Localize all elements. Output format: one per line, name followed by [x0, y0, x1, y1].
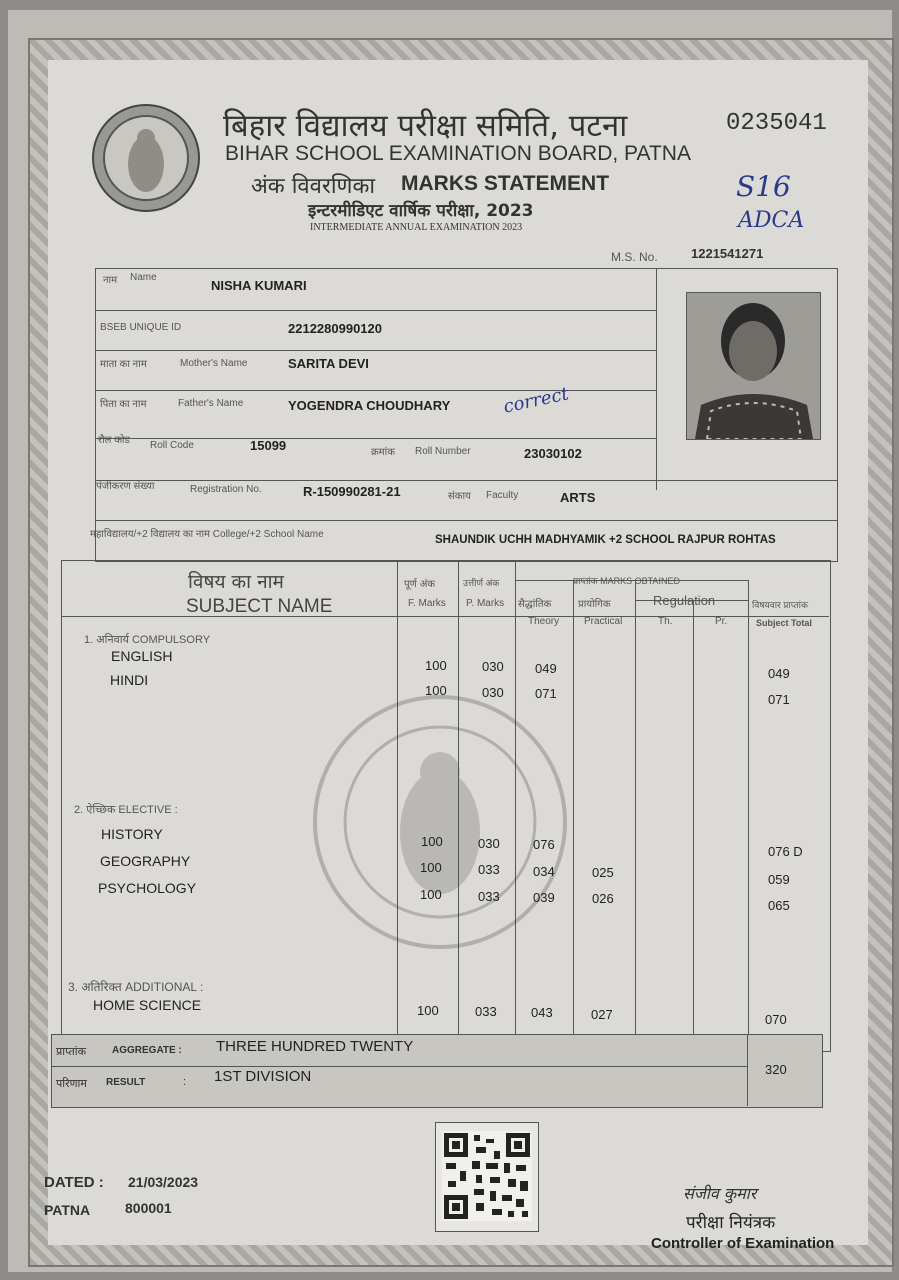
practical-marks: 025 — [592, 865, 614, 880]
full-marks: 100 — [425, 683, 447, 698]
practical-header-hindi: प्रायोगिक — [578, 599, 611, 610]
practical-marks: 027 — [591, 1007, 613, 1022]
regulation-th-header: Th. — [658, 616, 673, 627]
section-elective: 2. ऐच्छिक ELECTIVE : — [74, 804, 178, 816]
ms-no-label: M.S. No. — [611, 250, 658, 264]
board-title-english: BIHAR SCHOOL EXAMINATION BOARD, PATNA — [225, 142, 691, 165]
father-name: YOGENDRA CHOUDHARY — [288, 398, 451, 413]
subject-header: SUBJECT NAME — [186, 596, 333, 617]
student-name: NISHA KUMARI — [211, 278, 307, 293]
board-title-hindi: बिहार विद्यालय परीक्षा समिति, पटना — [223, 108, 628, 144]
theory-marks: 049 — [535, 661, 557, 676]
subject-name: GEOGRAPHY — [100, 853, 191, 869]
full-marks: 100 — [421, 834, 443, 849]
section-additional: 3. अतिरिक्त ADDITIONAL : — [68, 980, 204, 994]
full-marks: 100 — [417, 1003, 439, 1018]
subject-name: ENGLISH — [111, 648, 173, 664]
controller-title: Controller of Examination — [651, 1235, 835, 1252]
father-label: Father's Name — [178, 398, 244, 409]
paper-sheet — [8, 10, 892, 1272]
roll-code-value: 15099 — [250, 438, 287, 453]
faculty-value: ARTS — [560, 490, 596, 505]
faculty-label-hindi: संकाय — [448, 491, 471, 502]
marks-statement — [44, 60, 868, 1252]
result-label: RESULT — [106, 1077, 146, 1088]
board-seal-icon — [90, 102, 202, 214]
controller-title-hindi: परीक्षा नियंत्रक — [686, 1213, 776, 1233]
pass-marks: 030 — [478, 836, 500, 851]
serial-number: 0235041 — [726, 110, 827, 137]
roll-no-value: 23030102 — [524, 446, 582, 461]
reg-label-hindi: पंजीकरण संख्या — [96, 481, 155, 492]
pass-marks: 030 — [482, 685, 504, 700]
full-marks-header: F. Marks — [408, 598, 446, 609]
dated-label: DATED : — [44, 1174, 104, 1191]
pass-marks-header-hindi: उत्तीर्ण अंक — [463, 578, 500, 588]
full-marks-header-hindi: पूर्ण अंक — [404, 579, 436, 590]
mother-name: SARITA DEVI — [288, 356, 369, 371]
subject-header-hindi: विषय का नाम — [188, 571, 284, 593]
name-label-hindi: नाम — [103, 275, 118, 286]
theory-marks: 039 — [533, 890, 555, 905]
mother-label: Mother's Name — [180, 358, 248, 369]
father-label-hindi: पिता का नाम — [100, 399, 147, 410]
watermark-seal-icon — [310, 692, 570, 952]
handwritten-note: ADCA — [738, 208, 805, 233]
theory-header-hindi: सैद्धांतिक — [518, 599, 552, 610]
uid-label: BSEB UNIQUE ID — [100, 322, 182, 333]
name-label: Name — [130, 272, 157, 283]
result-value: 1ST DIVISION — [214, 1068, 312, 1085]
reg-no-value: R-150990281-21 — [303, 484, 401, 499]
reg-label: Registration No. — [190, 484, 262, 495]
subject-total: 065 — [768, 898, 790, 913]
qr-code-icon — [442, 1131, 532, 1221]
pass-marks: 033 — [478, 862, 500, 877]
student-photo — [686, 292, 821, 440]
issue-pin: 800001 — [125, 1200, 172, 1216]
practical-header: Practical — [584, 616, 623, 627]
full-marks: 100 — [420, 860, 442, 875]
theory-header: Theory — [528, 616, 560, 627]
subject-total: 070 — [765, 1012, 787, 1027]
regulation-pr-header: Pr. — [715, 616, 728, 627]
exam-title-hindi: इन्टरमीडिएट वार्षिक परीक्षा, 2023 — [308, 201, 534, 221]
pass-marks: 030 — [482, 659, 504, 674]
pass-marks-header: P. Marks — [466, 598, 505, 609]
subject-total-header: Subject Total — [756, 618, 812, 628]
uid-value: 2212280990120 — [288, 321, 382, 336]
subject-total: 059 — [768, 872, 790, 887]
theory-marks: 076 — [533, 837, 555, 852]
handwritten-note: S16 — [736, 170, 791, 203]
ms-no-value: 1221541271 — [691, 246, 764, 261]
theory-marks: 043 — [531, 1005, 553, 1020]
aggregate-words: THREE HUNDRED TWENTY — [216, 1038, 414, 1055]
regulation-header: Regulation — [653, 593, 716, 608]
full-marks: 100 — [420, 887, 442, 902]
subject-total: 071 — [768, 692, 790, 707]
college-label: महाविद्यालय/+2 विद्यालय का नाम College/+2 School Name — [90, 529, 324, 540]
result-colon: : — [183, 1076, 187, 1088]
theory-marks: 071 — [535, 686, 557, 701]
roll-code-label-hindi: रौल कोड — [98, 435, 130, 446]
student-photo-portrait — [687, 293, 820, 439]
theory-marks: 034 — [533, 864, 555, 879]
marks-obtained-header: प्राप्तांक MARKS OBTAINED — [573, 576, 680, 586]
mother-label-hindi: माता का नाम — [100, 359, 147, 370]
issue-place: PATNA — [44, 1202, 91, 1218]
correct-note: correct — [501, 383, 571, 418]
faculty-label: Faculty — [486, 490, 519, 501]
pass-marks: 033 — [475, 1004, 497, 1019]
subject-total: 076 D — [768, 844, 803, 859]
subject-name: HINDI — [110, 672, 149, 688]
qr-code — [435, 1122, 539, 1232]
aggregate-label-hindi: प्राप्तांक — [56, 1046, 87, 1058]
exam-title-english: INTERMEDIATE ANNUAL EXAMINATION 2023 — [310, 222, 523, 233]
issue-date: 21/03/2023 — [128, 1174, 199, 1190]
aggregate-total: 320 — [765, 1062, 787, 1077]
subject-total: 049 — [768, 666, 790, 681]
practical-marks: 026 — [592, 891, 614, 906]
section-compulsory: 1. अनिवार्य COMPULSORY — [84, 634, 211, 646]
college-name: SHAUNDIK UCHH MADHYAMIK +2 SCHOOL RAJPUR ROHTAS — [435, 534, 776, 546]
roll-no-label: Roll Number — [415, 446, 471, 457]
subject-total-header-hindi: विषयवार प्राप्तांक — [752, 600, 808, 610]
controller-signature: संजीव कुमार — [683, 1184, 757, 1203]
roll-no-label-hindi: क्रमांक — [371, 447, 395, 458]
roll-code-label: Roll Code — [150, 440, 194, 451]
full-marks: 100 — [425, 658, 447, 673]
statement-title-hindi: अंक विवरणिका — [251, 174, 376, 199]
subject-name: HOME SCIENCE — [93, 997, 202, 1013]
aggregate-label: AGGREGATE : — [112, 1045, 182, 1056]
pass-marks: 033 — [478, 889, 500, 904]
subject-name: PSYCHOLOGY — [98, 880, 197, 896]
result-label-hindi: परिणाम — [56, 1078, 87, 1090]
subject-name: HISTORY — [101, 826, 163, 842]
statement-title-english: MARKS STATEMENT — [401, 172, 610, 195]
